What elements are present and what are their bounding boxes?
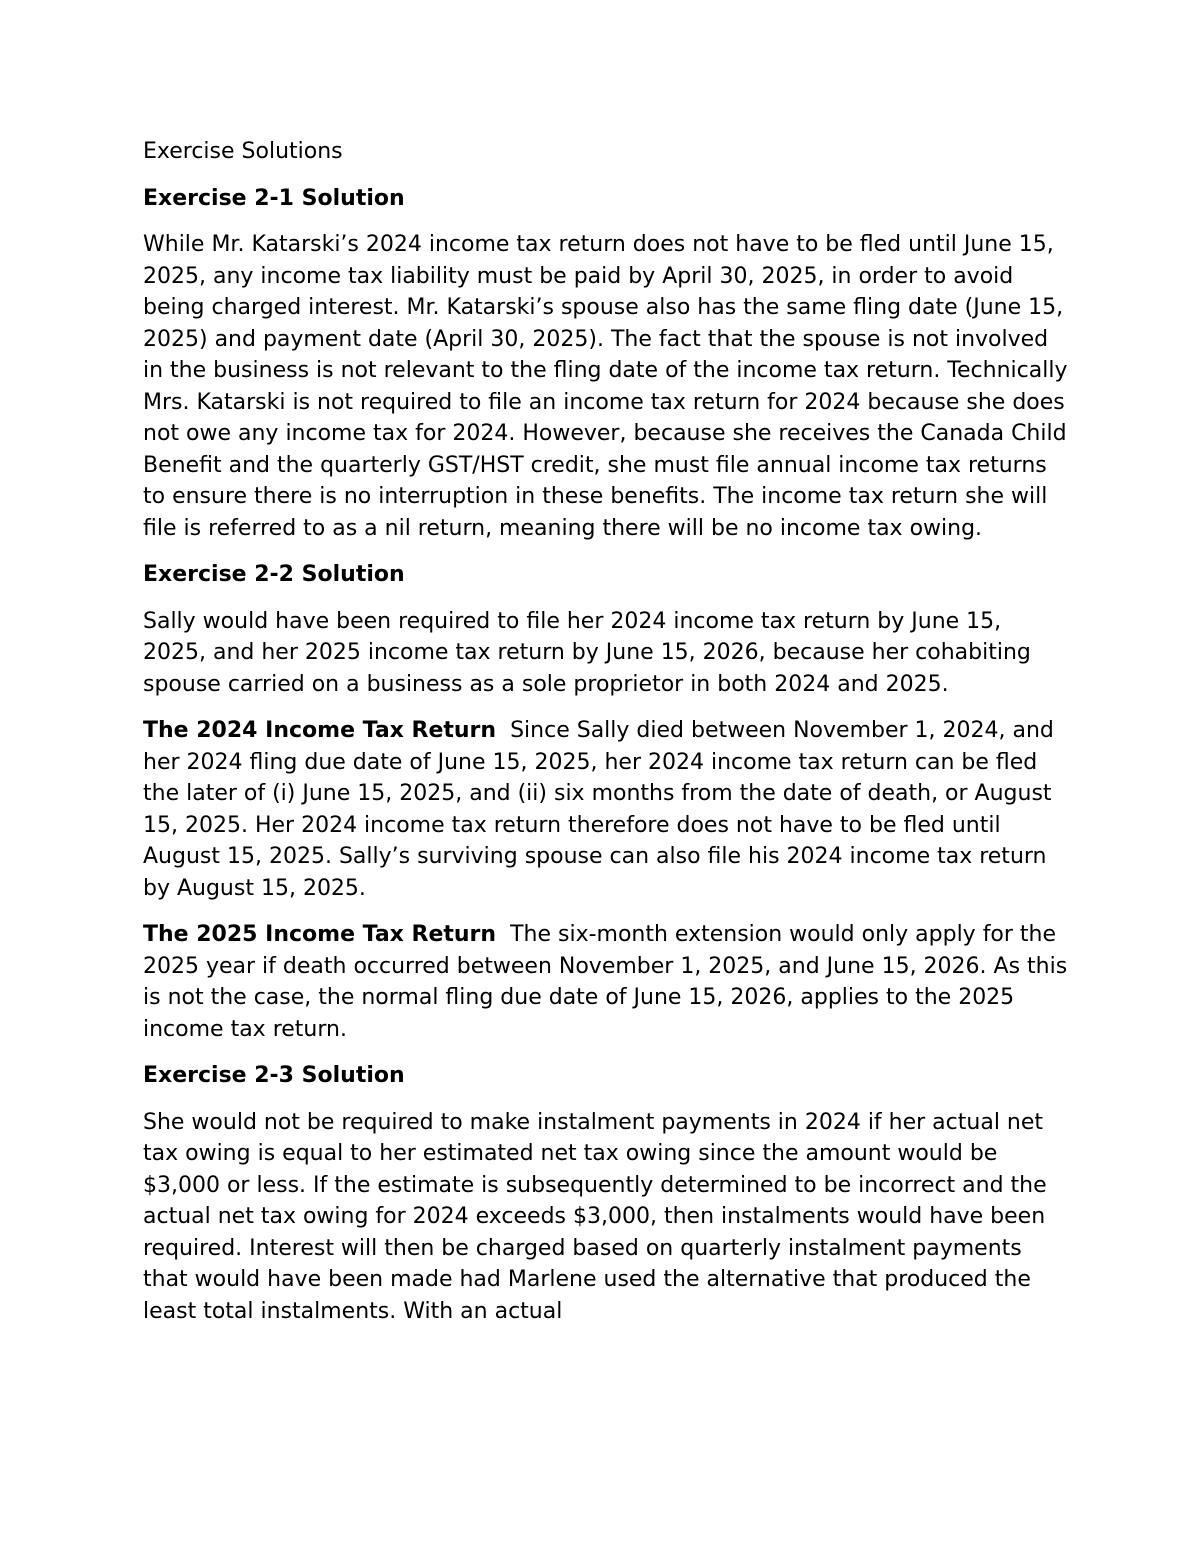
return-2024-label: The 2024 Income Tax Return — [143, 718, 497, 743]
exercise-2-1-heading: Exercise 2-1 Solution — [143, 185, 405, 211]
exercise-2-1-paragraph: While Mr. Katarski’s 2024 income tax return does not have to be fled until June 15, 2025, any income tax liability must be paid by April 30, 2025, in order to avoid being charged interest. Mr. Katarski’s spouse also has the same fling date (June 15, 2025) and payment date (April 30, 2025). The fact that the spouse is not involved in the business is not relevant to the fling date of the income tax return. Technically Mrs. Katarski is not required to file an income tax return for 2024 because she does not owe any income tax for 2024. However, because she receives the Canada Child Benefit and the quarterly GST/HST credit, she must file annual income tax returns to ensure there is no interruption in these benefits. The income tax return she will file is referred to as a nil return, meaning there will be no income tax owing. — [143, 232, 1068, 541]
exercise-2-3-paragraph: She would not be required to make instalment payments in 2024 if her actual net tax owing is equal to her estimated net tax owing since the amount would be $3,000 or less. If the estimate is subsequently determined to be incorrect and the actual net tax owing for 2024 exceeds $3,000, then instalments would have been required. Interest will then be charged based on quarterly instalment payments that would have been made had Marlene used the alternative that produced the least total instalments. With an actual — [143, 1109, 1047, 1324]
return-2025-paragraph — [143, 919, 1068, 1045]
exercise-2-3-heading: Exercise 2-3 Solution — [143, 1063, 405, 1088]
document-body — [143, 136, 1068, 1342]
return-2025-text: The six-month extension would only apply for the 2025 year if death occurred between November 1, 2025, and June 15, 2026. As this is not the case, the normal fling due date of June 15, 2026, applies to the 2025 income tax return. — [143, 922, 1068, 1042]
return-2024-paragraph — [143, 715, 1068, 904]
document-title: Exercise Solutions — [143, 139, 343, 164]
return-2024-text: Since Sally died between November 1, 2024, and her 2024 fling due date of June 15, 2025, her 2024 income tax return can be fled the later of (i) June 15, 2025, and (ii) six months from the date of death, or August 15, 2025. Her 2024 income tax return therefore does not have to be fled until August 15, 2025. Sally’s surviving spouse can also file his 2024 income tax return by August 15, 2025. — [143, 718, 1054, 901]
exercise-2-2-paragraph: Sally would have been required to file her 2024 income tax return by June 15, 2025, and her 2025 income tax return by June 15, 2026, because her cohabiting spouse carried on a business as a sole proprietor in both 2024 and 2025. — [143, 608, 1031, 697]
return-2025-label: The 2025 Income Tax Return — [143, 922, 497, 947]
exercise-2-2-heading: Exercise 2-2 Solution — [143, 562, 405, 587]
